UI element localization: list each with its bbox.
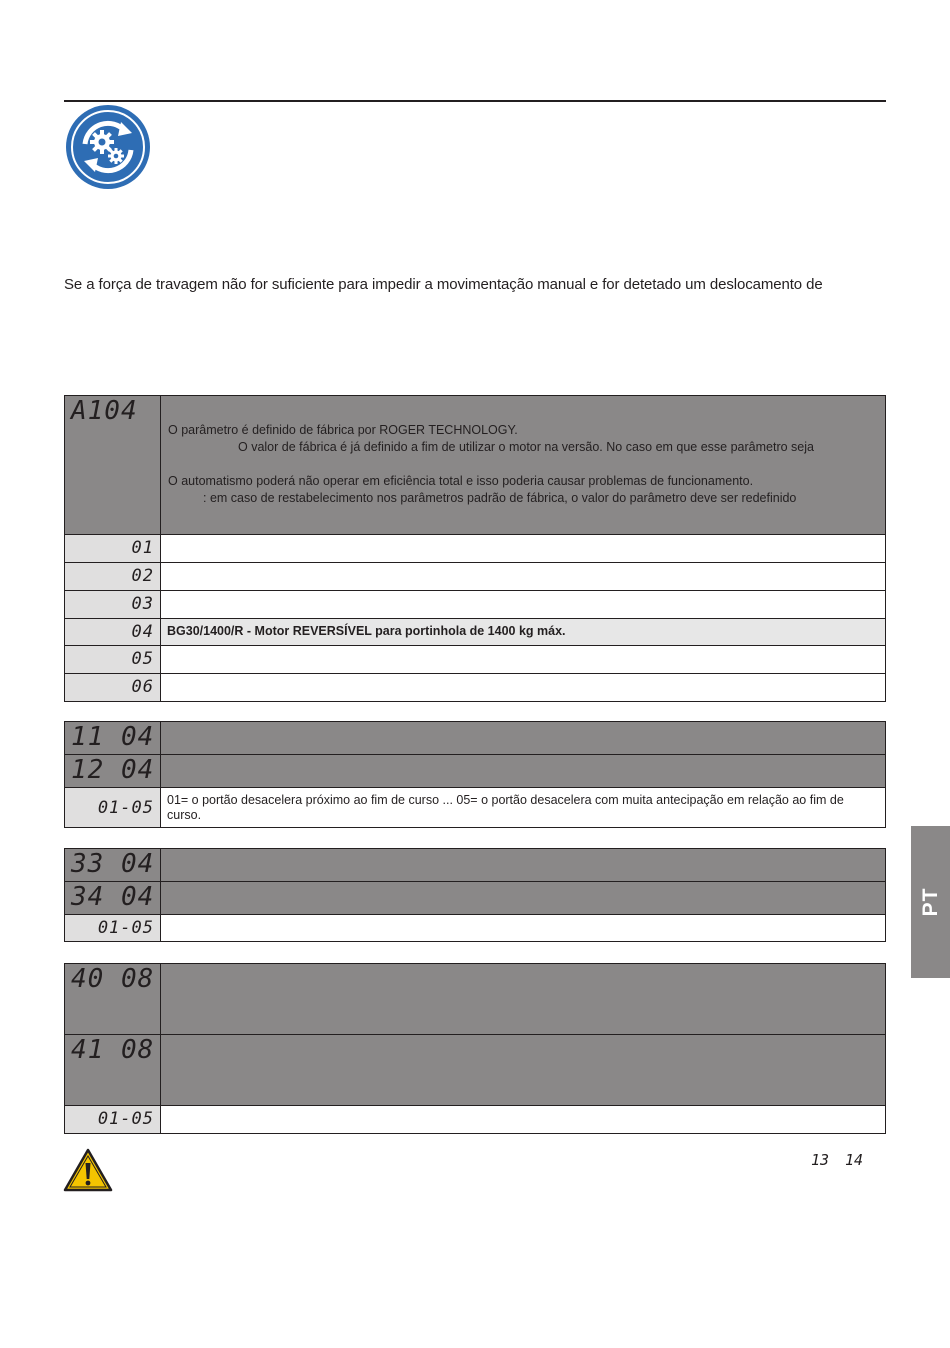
parameter-code: 33 04 xyxy=(65,849,161,882)
parameter-description xyxy=(161,722,886,755)
parameter-code: 34 04 xyxy=(65,882,161,915)
value-code: 01-05 xyxy=(97,797,154,818)
value-desc xyxy=(161,591,886,619)
note-ref-13: 13 xyxy=(811,1151,830,1169)
parameter-code: 41 08 xyxy=(65,1035,161,1106)
parameter-code: 40 08 xyxy=(65,964,161,1035)
value-code: 05 xyxy=(131,649,154,669)
parameter-code: 11 04 xyxy=(65,722,161,755)
parameter-table-a104 xyxy=(64,395,886,702)
parameter-description xyxy=(161,1035,886,1106)
parameter-description xyxy=(161,882,886,915)
desc-line: O automatismo poderá não operar em eficiência total e isso poderia causar problemas de funcionamento. xyxy=(168,474,754,488)
parameter-code: A104 xyxy=(65,396,161,535)
table-row xyxy=(65,535,886,563)
settings-sync-icon xyxy=(65,104,151,190)
warning-icon xyxy=(63,1148,113,1192)
value-desc xyxy=(161,915,886,942)
parameter-description xyxy=(161,849,886,882)
value-desc: 01= o portão desacelera próximo ao fim de curso ... 05= o portão desacelera com muita antecipação em relação ao fim de curso. xyxy=(161,788,886,828)
desc-line: O parâmetro é definido de fábrica por ROGER TECHNOLOGY. xyxy=(168,423,518,437)
desc-line: O valor de fábrica é já definido a fim de utilizar o motor na versão. No caso em que esse parâmetro seja xyxy=(238,440,814,454)
language-tab-label: PT xyxy=(918,887,942,917)
value-desc xyxy=(161,535,886,563)
table-row xyxy=(65,646,886,674)
parameter-description xyxy=(161,964,886,1035)
value-code: 01 xyxy=(131,538,154,558)
parameter-table-11-12 xyxy=(64,721,886,828)
table-row-highlighted xyxy=(65,619,886,646)
value-desc xyxy=(161,563,886,591)
value-code: 04 xyxy=(131,622,154,642)
value-code: 01-05 xyxy=(97,918,154,938)
value-code: 01-05 xyxy=(97,1109,154,1129)
value-desc xyxy=(161,1106,886,1134)
language-tab xyxy=(911,826,950,978)
value-desc xyxy=(161,646,886,674)
parameter-table-40-41 xyxy=(64,963,886,1134)
table-row xyxy=(65,788,886,828)
parameter-table-33-34 xyxy=(64,848,886,942)
table-row xyxy=(65,1106,886,1134)
value-code: 02 xyxy=(131,566,154,586)
value-code: 03 xyxy=(131,594,154,614)
desc-line: : em caso de restabelecimento nos parâmetros padrão de fábrica, o valor do parâmetro deve ser redefinido xyxy=(203,491,797,505)
value-desc xyxy=(161,674,886,702)
table-row xyxy=(65,674,886,702)
table-row xyxy=(65,915,886,942)
parameter-description xyxy=(161,396,886,535)
intro-paragraph: Se a força de travagem não for suficiente para impedir a movimentação manual e for detetado um deslocamento de xyxy=(64,276,823,293)
table-row xyxy=(65,591,886,619)
top-rule xyxy=(64,100,886,102)
parameter-description xyxy=(161,755,886,788)
value-code: 06 xyxy=(131,677,154,697)
table-row xyxy=(65,563,886,591)
value-desc: BG30/1400/R - Motor REVERSÍVEL para portinhola de 1400 kg máx. xyxy=(161,619,886,646)
note-ref-14: 14 xyxy=(845,1151,864,1169)
parameter-code: 12 04 xyxy=(65,755,161,788)
